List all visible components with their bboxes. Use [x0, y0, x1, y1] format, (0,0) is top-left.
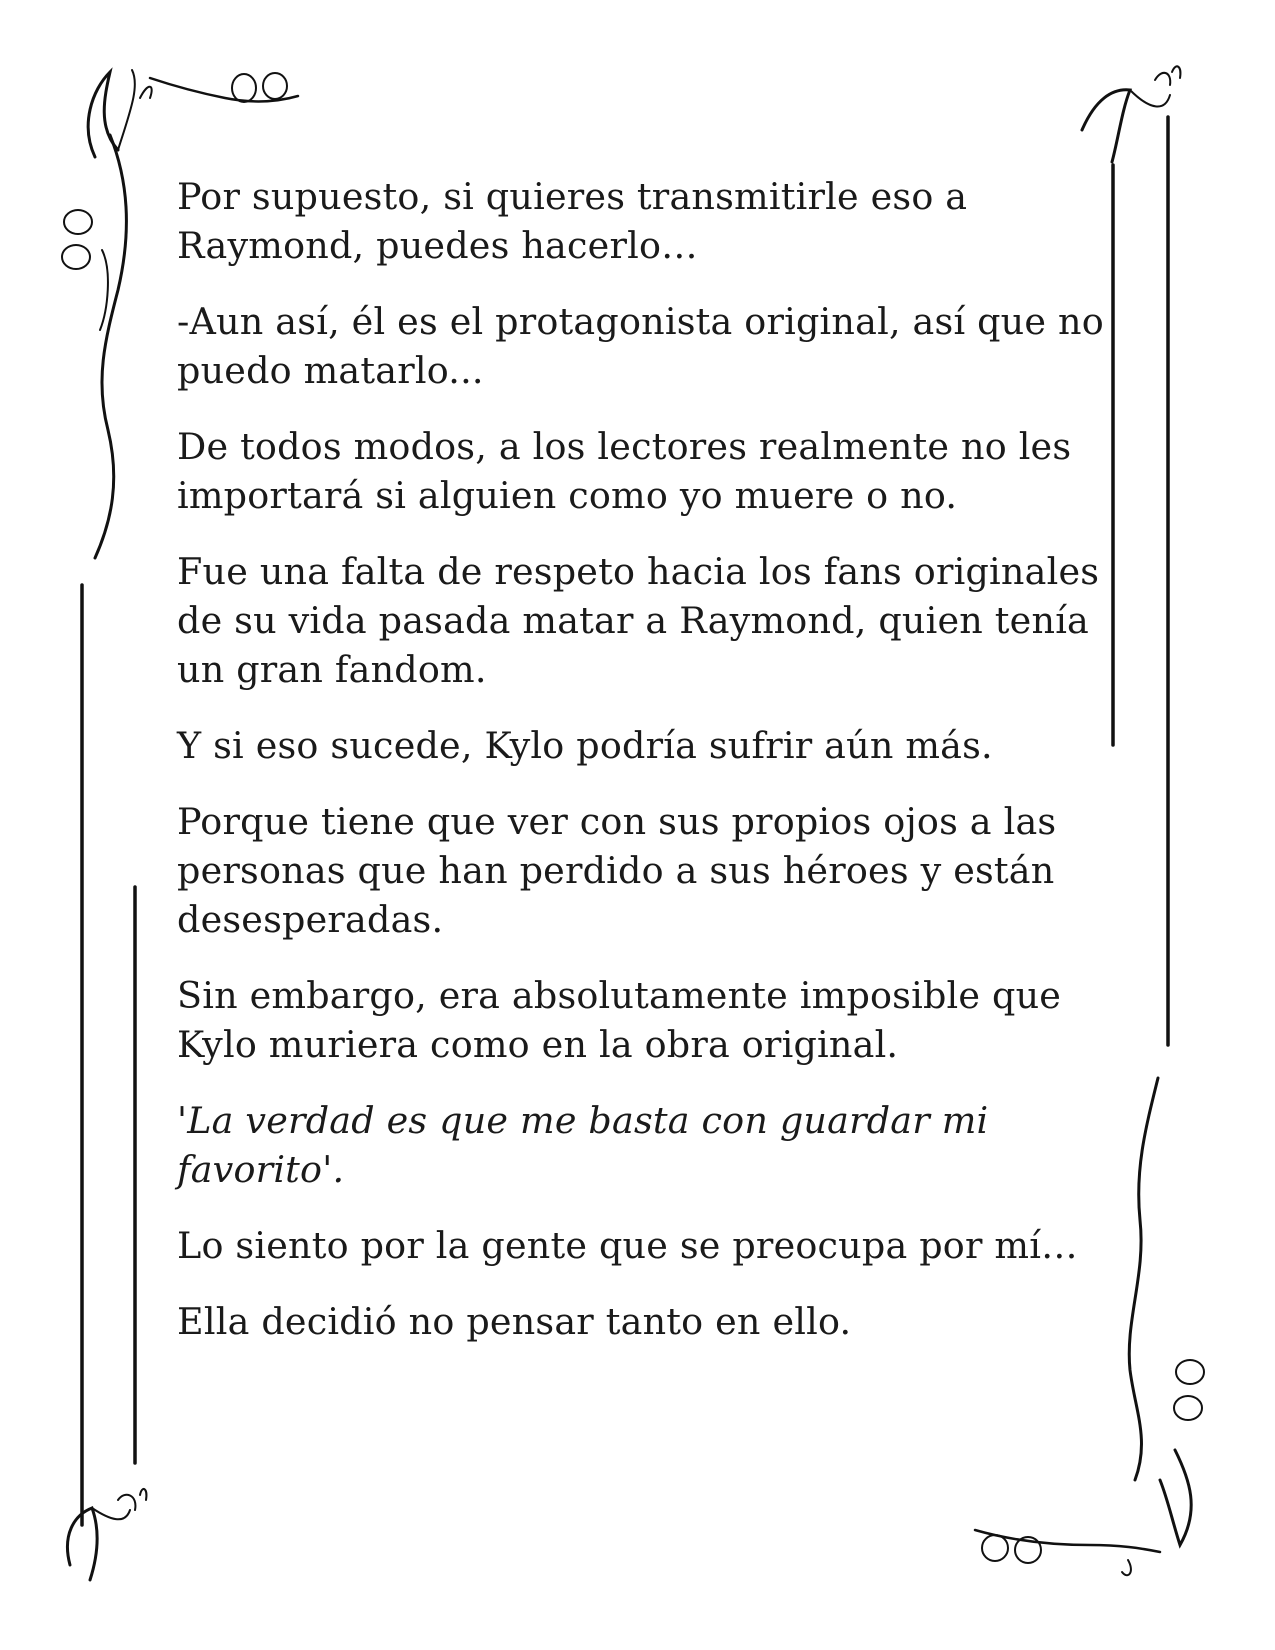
- paragraph-italic: 'La verdad es que me basta con guardar mi favorito'.: [177, 1099, 989, 1191]
- flourish-bottom-left-icon: [67, 1489, 146, 1580]
- paragraph: Lo siento por la gente que se preocupa por mí…: [177, 1224, 1078, 1267]
- paragraph: Sin embargo, era absolutamente imposible que Kylo muriera como en la obra original.: [177, 974, 1062, 1066]
- paragraph: -Aun así, él es el protagonista original, así que no puedo matarlo...: [177, 300, 1104, 392]
- paragraph: Fue una falta de respeto hacia los fans originales de su vida pasada matar a Raymond, quien tenía un gran fandom.: [177, 550, 1100, 691]
- body-text: [177, 172, 1107, 1373]
- paragraph: De todos modos, a los lectores realmente no les importará si alguien como yo muere o no.: [177, 425, 1072, 517]
- paragraph: Y si eso sucede, Kylo podría sufrir aún más.: [177, 724, 993, 767]
- paragraph: Ella decidió no pensar tanto en ello.: [177, 1300, 852, 1343]
- paragraph: Por supuesto, si quieres transmitirle eso a Raymond, puedes hacerlo…: [177, 175, 968, 267]
- flourish-top-right-icon: [1082, 66, 1180, 162]
- paragraph: Porque tiene que ver con sus propios ojos a las personas que han perdido a sus héroes y están desesperadas.: [177, 800, 1057, 941]
